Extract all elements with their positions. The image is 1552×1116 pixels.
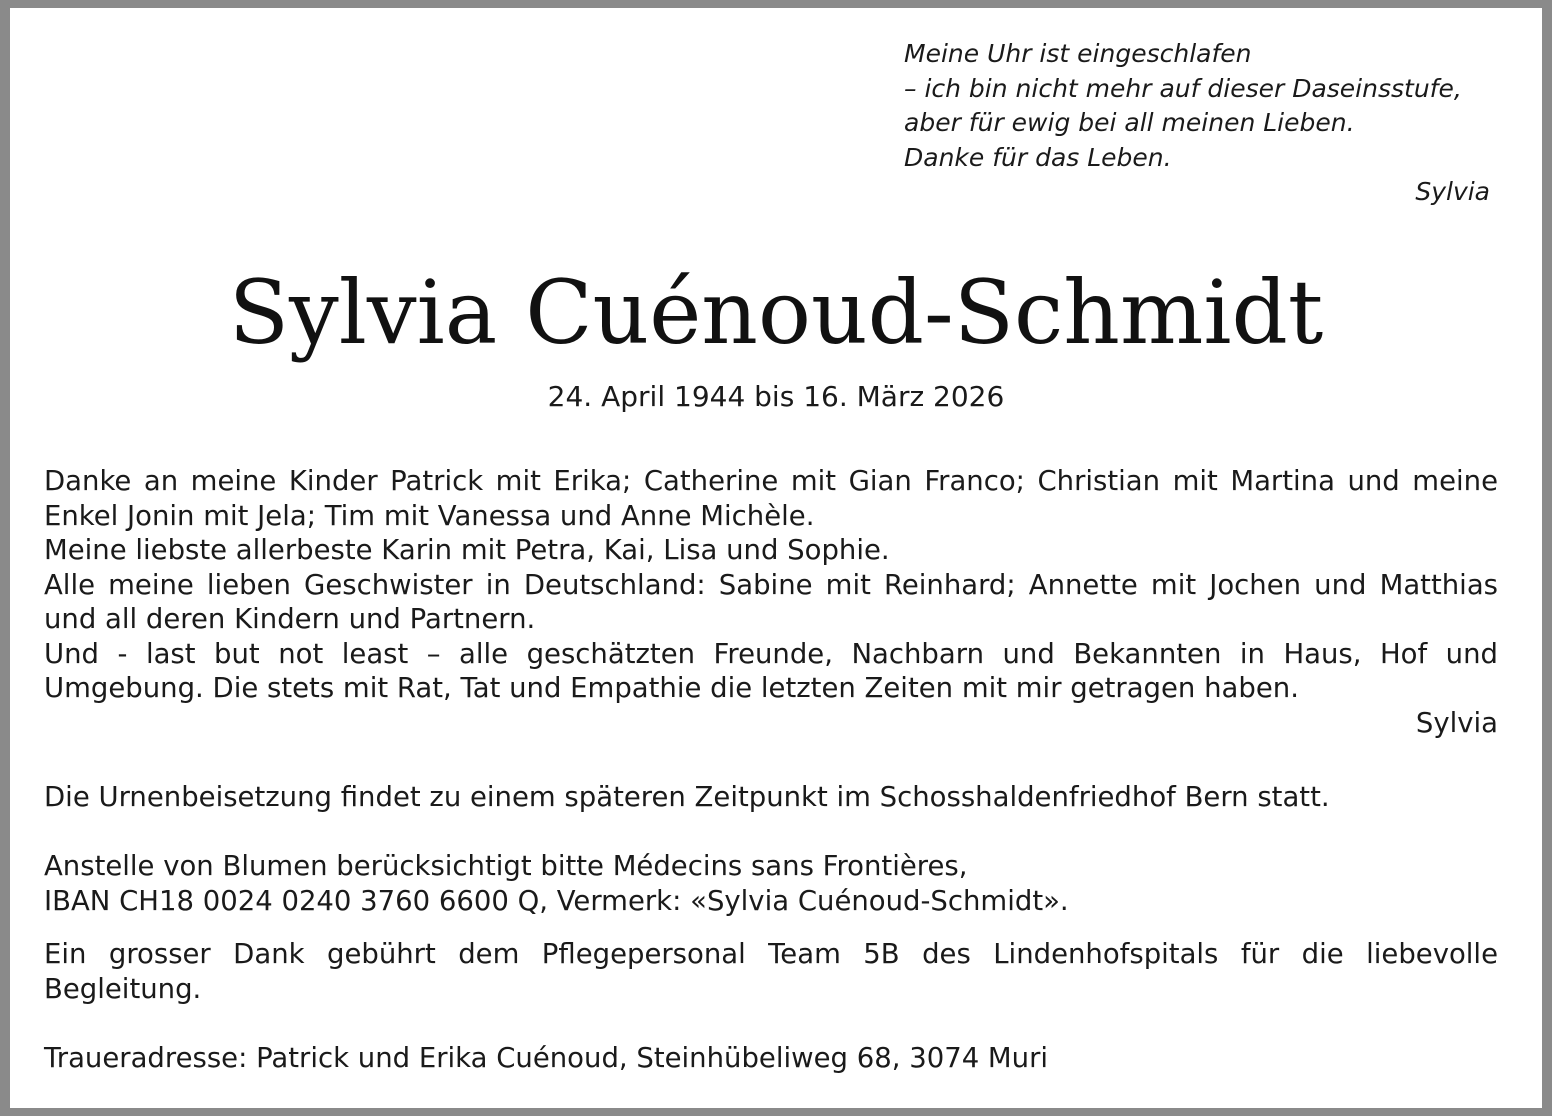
poem-block — [904, 37, 1494, 210]
thanks-paragraph-children: Danke an meine Kinder Patrick mit Erika; Catherine mit Gian Franco; Christian mit Martina und meine Enkel Jonin mit Jela; Tim mit Vanessa und Anne Michèle. — [44, 465, 1498, 532]
gratitude-note: Ein grosser Dank gebührt dem Pflegepersonal Team 5B des Lindenhofspitals für die liebevolle Begleitung. — [44, 938, 1498, 1005]
thanks-paragraph-karin: Meine liebste allerbeste Karin mit Petra, Kai, Lisa und Sophie. — [44, 534, 890, 566]
thanks-paragraph-siblings: Alle meine lieben Geschwister in Deutschland: Sabine mit Reinhard; Annette mit Jochen und Matthias und all deren Kindern und Partnern. — [44, 568, 1498, 635]
poem-line: Danke für das Leben. — [904, 142, 1172, 172]
deceased-name: Sylvia Cuénoud-Schmidt — [228, 261, 1324, 364]
donation-block — [44, 849, 1498, 918]
mourning-address: Traueradresse: Patrick und Erika Cuénoud, Steinhübeliweg 68, 3074 Muri — [44, 1042, 1049, 1074]
donation-iban: IBAN CH18 0024 0240 3760 6600 Q, Vermerk: «Sylvia Cuénoud-Schmidt». — [44, 884, 1069, 917]
life-dates: 24. April 1944 bis 16. März 2026 — [547, 380, 1005, 413]
poem-line: Meine Uhr ist eingeschlafen — [904, 39, 1252, 68]
burial-notice: Die Urnenbeisetzung findet zu einem späteren Zeitpunkt im Schosshaldenfriedhof Bern statt. — [44, 781, 1330, 813]
thanks-signature: Sylvia — [1415, 706, 1498, 739]
thanks-paragraph-friends: Und - last but not least – alle geschätzten Freunde, Nachbarn und Bekannten in Haus, Hof und Umgebung. Die stets mit Rat, Tat und Empathie die letzten Zeiten mit mir getragen haben. — [44, 637, 1498, 704]
poem-signature: Sylvia — [1415, 177, 1490, 206]
poem-line: – ich bin nicht mehr auf dieser Daseinsstufe, — [904, 73, 1462, 103]
donation-line: Anstelle von Blumen berücksichtigt bitte Médecins sans Frontières, — [44, 850, 968, 882]
poem-line: aber für ewig bei all meinen Lieben. — [904, 108, 1355, 137]
thanks-block — [44, 464, 1498, 740]
